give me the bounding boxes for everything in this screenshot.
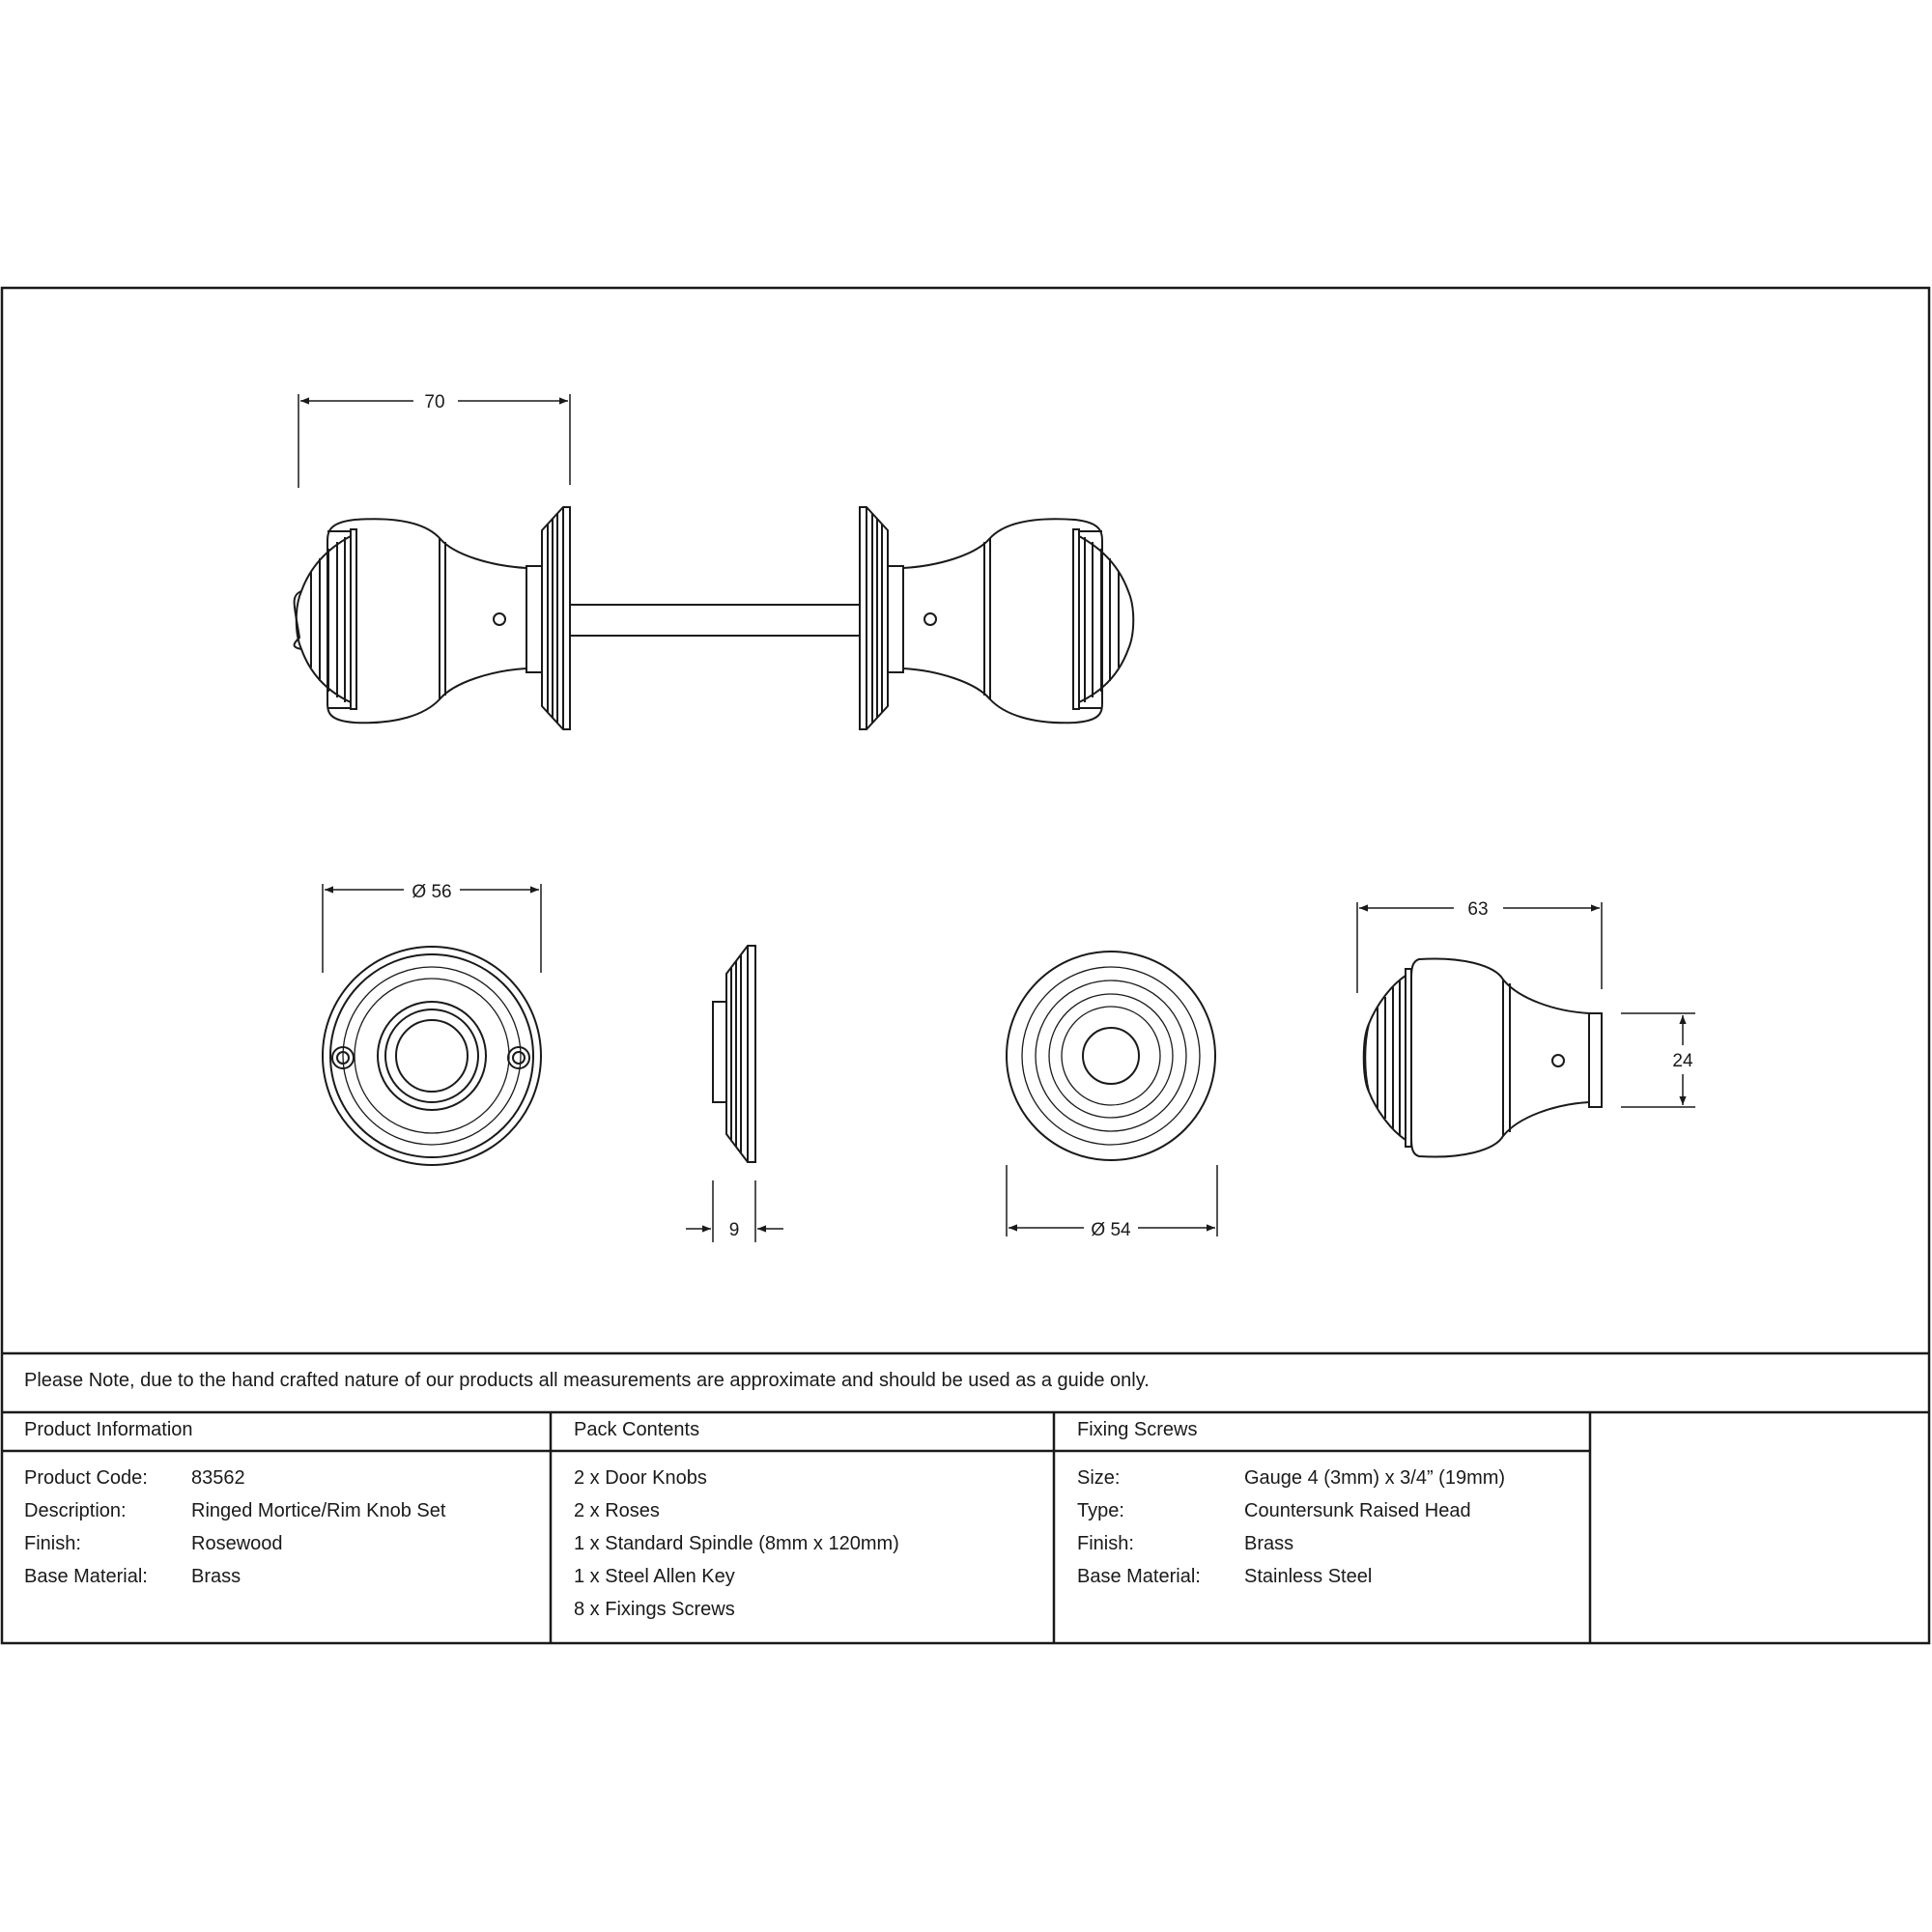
info-label: Description: — [24, 1500, 127, 1521]
dimension-label-70: 70 — [424, 392, 445, 412]
screw-label: Size: — [1077, 1467, 1121, 1489]
knob-set-elevation — [295, 507, 1134, 729]
info-row-description — [24, 1494, 445, 1527]
screw-value: Stainless Steel — [1244, 1566, 1373, 1587]
pack-item: 1 x Standard Spindle (8mm x 120mm) — [574, 1533, 899, 1554]
info-value: Rosewood — [191, 1533, 283, 1554]
screw-row-finish — [1077, 1527, 1505, 1560]
screw-row-type — [1077, 1494, 1505, 1527]
pack-item: 2 x Roses — [574, 1500, 660, 1521]
dimension-label-9: 9 — [728, 1220, 740, 1240]
pack-item: 1 x Steel Allen Key — [574, 1566, 735, 1587]
dimension-label-63: 63 — [1467, 899, 1489, 920]
knob-front-view — [1007, 952, 1215, 1160]
info-label: Product Code: — [24, 1467, 148, 1489]
fixing-screws-heading: Fixing Screws — [1077, 1419, 1198, 1440]
info-label: Base Material: — [24, 1566, 148, 1587]
product-information-table — [24, 1462, 445, 1593]
sheet-frame — [2, 288, 1929, 1643]
info-row-product-code — [24, 1462, 445, 1494]
product-information-heading: Product Information — [24, 1419, 193, 1440]
dimension-label-56: Ø 56 — [412, 882, 452, 902]
left-knob — [295, 507, 570, 729]
measurement-note: Please Note, due to the hand crafted nature of our products all measurements are approximate and should be used as a guide only. — [24, 1370, 1150, 1391]
rose-front-view — [323, 947, 541, 1165]
knob-side-view — [1364, 958, 1602, 1156]
pack-item: 2 x Door Knobs — [574, 1467, 707, 1489]
info-value: Brass — [191, 1566, 242, 1587]
right-knob — [860, 507, 1133, 729]
pack-contents-list — [574, 1462, 899, 1626]
fixing-screws-table — [1077, 1462, 1505, 1593]
spindle — [570, 605, 860, 636]
info-value: 83562 — [191, 1467, 245, 1489]
info-value: Ringed Mortice/Rim Knob Set — [191, 1500, 446, 1521]
screw-value: Gauge 4 (3mm) x 3/4” (19mm) — [1244, 1467, 1506, 1489]
rose-side-view — [713, 946, 755, 1162]
pack-contents-heading: Pack Contents — [574, 1419, 700, 1440]
info-label: Finish: — [24, 1533, 81, 1554]
dimension-label-24: 24 — [1672, 1051, 1693, 1071]
pack-item: 8 x Fixings Screws — [574, 1599, 735, 1620]
info-row-finish — [24, 1527, 445, 1560]
screw-value: Brass — [1244, 1533, 1294, 1554]
screw-label: Type: — [1077, 1500, 1124, 1521]
info-row-base-material — [24, 1560, 445, 1593]
dimension-label-54: Ø 54 — [1091, 1220, 1131, 1240]
screw-label: Base Material: — [1077, 1566, 1201, 1587]
screw-value: Countersunk Raised Head — [1244, 1500, 1471, 1521]
screw-row-size — [1077, 1462, 1505, 1494]
screw-label: Finish: — [1077, 1533, 1134, 1554]
screw-row-base-material — [1077, 1560, 1505, 1593]
